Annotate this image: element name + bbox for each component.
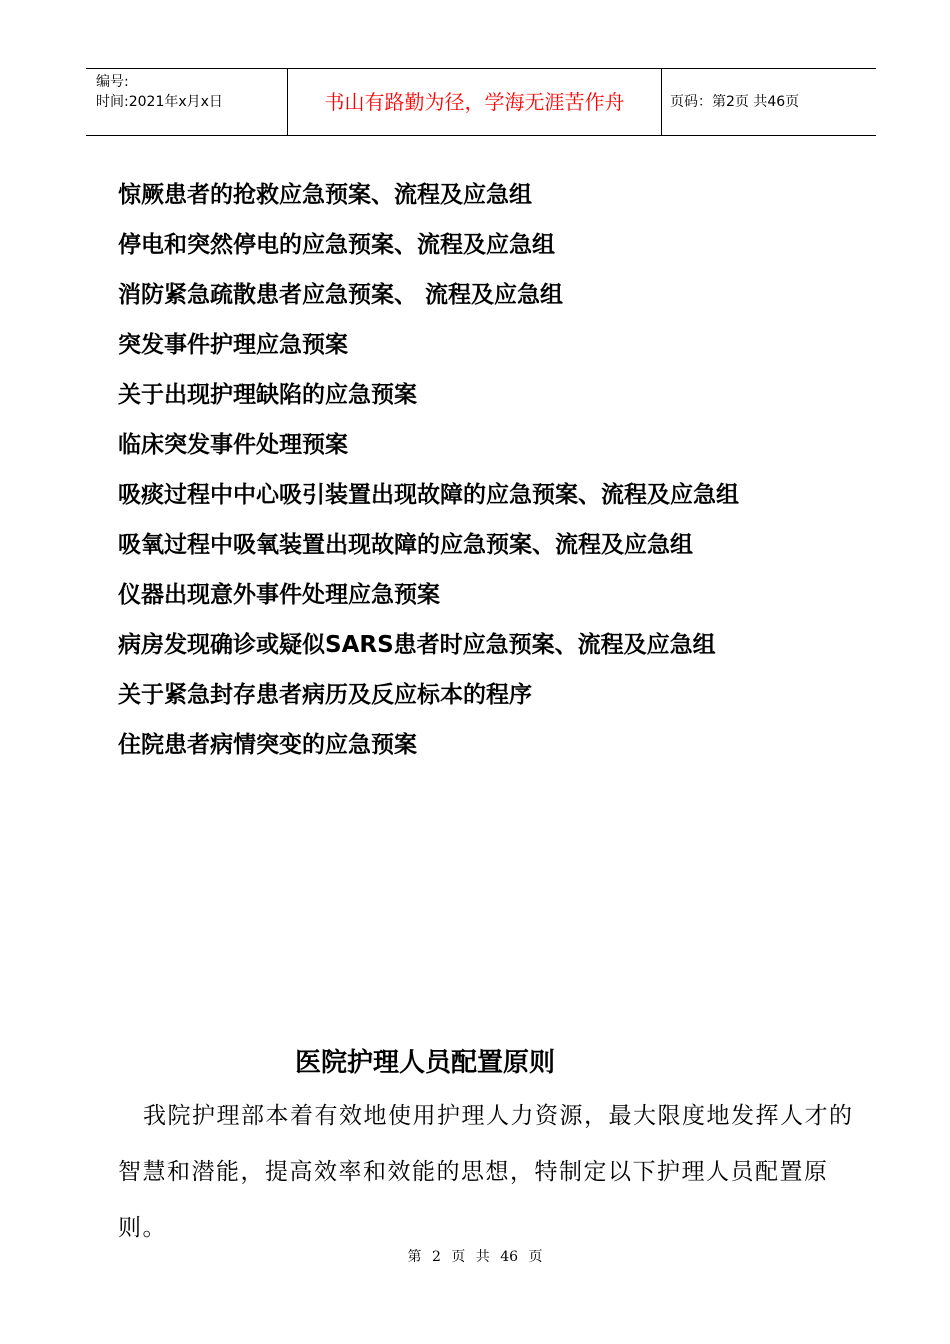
contents-item: 临床突发事件处理预案 bbox=[118, 432, 348, 458]
contents-item: 病房发现确诊或疑似SARS患者时应急预案、流程及应急组 bbox=[118, 632, 716, 658]
section-title: 医院护理人员配置原则 bbox=[294, 1048, 555, 1078]
header-meta-cell bbox=[86, 69, 288, 135]
page-footer: 第 2 页 共 46 页 bbox=[407, 1249, 543, 1265]
contents-item: 仪器出现意外事件处理应急预案 bbox=[118, 582, 440, 608]
contents-item: 突发事件护理应急预案 bbox=[118, 332, 348, 358]
page-header bbox=[86, 68, 876, 136]
contents-item: 消防紧急疏散患者应急预案、 流程及应急组 bbox=[118, 282, 564, 308]
header-motto: 书山有路勤为径，学海无涯苦作舟 bbox=[288, 69, 662, 135]
contents-item: 吸氧过程中吸氧装置出现故障的应急预案、流程及应急组 bbox=[118, 532, 693, 558]
document-time-label: 时间:2021年x月x日 bbox=[96, 94, 223, 110]
contents-item: 关于紧急封存患者病历及反应标本的程序 bbox=[118, 682, 532, 708]
contents-item: 停电和突然停电的应急预案、流程及应急组 bbox=[118, 232, 555, 258]
contents-item: 关于出现护理缺陷的应急预案 bbox=[118, 382, 417, 408]
contents-list bbox=[118, 170, 878, 770]
body-paragraph: 我院护理部本着有效地使用护理人力资源，最大限度地发挥人才的智慧和潜能，提高效率和效能的思想，特制定以下护理人员配置原则。 bbox=[118, 1103, 854, 1241]
document-number-label: 编号: bbox=[96, 74, 129, 90]
contents-item: 惊厥患者的抢救应急预案、流程及应急组 bbox=[118, 182, 532, 208]
contents-item: 吸痰过程中中心吸引装置出现故障的应急预案、流程及应急组 bbox=[118, 482, 739, 508]
contents-item: 住院患者病情突变的应急预案 bbox=[118, 732, 417, 758]
header-page-info: 页码：第2页 共46页 bbox=[670, 94, 800, 110]
